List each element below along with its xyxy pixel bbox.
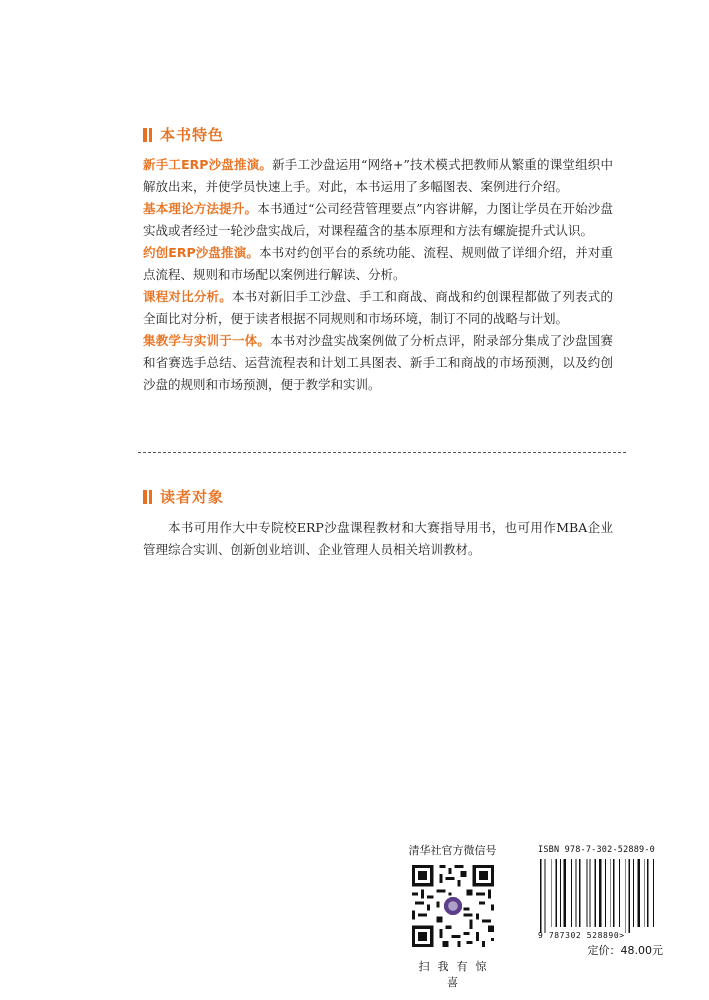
barcode-bar <box>613 859 615 927</box>
feature-text: 新手工沙盘运用“网络+”技术模式把教师从繁重的课堂组织中解放出来，并使学员快速上手。对此，本书运用了多幅图表、案例进行介绍。 <box>143 157 613 194</box>
wechat-qr-block <box>405 842 500 990</box>
qr-caption-top: 清华社官方微信号 <box>408 844 497 857</box>
heading-marker-icon <box>143 128 152 142</box>
audience-text: 本书可用作大中专院校ERP沙盘课程教材和大赛指导用书，也可用作MBA企业管理综合实训、创新创业培训、企业管理人员相关培训教材。 <box>143 520 613 557</box>
barcode-bar <box>605 859 606 927</box>
feature-item <box>143 198 613 242</box>
barcode-bar <box>571 859 572 927</box>
barcode-bar <box>647 859 649 927</box>
feature-title: 新手工ERP沙盘推演。 <box>143 157 273 172</box>
feature-item <box>143 242 613 286</box>
feature-text: 本书通过“公司经营管理要点”内容讲解，力图让学员在开始沙盘实战或者经过一轮沙盘实战后，对课程蕴含的基本原理和方法有螺旋提升式认识。 <box>143 201 613 238</box>
barcode-bar <box>599 859 602 927</box>
qr-code-icon <box>409 862 497 950</box>
feature-title: 基本理论方法提升。 <box>143 201 258 216</box>
feature-item <box>143 286 613 330</box>
barcode-bar <box>633 859 634 927</box>
barcode-bar <box>653 859 654 927</box>
feature-item <box>143 330 613 396</box>
audience-heading-text: 读者对象 <box>160 488 225 506</box>
feature-title: 集教学与实训于一体。 <box>143 333 271 348</box>
barcode-bar <box>579 859 581 927</box>
barcode-bar <box>619 859 620 927</box>
barcode-bar <box>563 859 566 927</box>
dashed-divider <box>138 452 626 453</box>
isbn-text: ISBN 978-7-302-52889-0 <box>538 845 655 855</box>
qr-caption-bottom: 扫我有惊喜 <box>418 960 495 989</box>
barcode-bar <box>587 859 588 927</box>
barcode-bar <box>610 859 611 927</box>
barcode-icon <box>538 859 656 933</box>
feature-text: 本书对新旧手工沙盘、手工和商战、商战和约创课程都做了列表式的全面比对分析，便于读者根据不同规则和市场环境，制订不同的战略与计划。 <box>143 289 613 326</box>
barcode-bar <box>590 859 591 927</box>
barcode-digits: 9 787302 528890> <box>538 931 625 940</box>
barcode-bar <box>644 859 645 927</box>
features-list <box>143 154 613 396</box>
feature-item <box>143 154 613 198</box>
barcode-bar <box>594 859 596 927</box>
barcode-bar <box>628 859 630 933</box>
features-heading-text: 本书特色 <box>160 126 225 144</box>
barcode-bar <box>540 859 542 933</box>
barcode-bar <box>551 859 552 927</box>
price-label: 定价：48.00元 <box>587 944 663 957</box>
feature-text: 本书对沙盘实战案例做了分析点评，附录部分集成了沙盘国赛和省赛选手总结、运营流程表和计划工具图表、新手工和商战的市场预测，以及约创沙盘的规则和市场预测，便于教学和实训。 <box>143 333 613 392</box>
barcode-bar <box>560 859 561 927</box>
audience-heading <box>143 486 224 507</box>
barcode-bar <box>576 859 577 927</box>
barcode-bar <box>638 859 641 927</box>
barcode-bar <box>556 859 558 927</box>
feature-title: 约创ERP沙盘推演。 <box>143 245 260 260</box>
isbn-barcode-block <box>538 845 663 958</box>
barcode-bar <box>545 859 546 933</box>
feature-title: 课程对比分析。 <box>143 289 232 304</box>
feature-text: 本书对约创平台的系统功能、流程、规则做了详细介绍，并对重点流程、规则和市场配以案例进行解读、分析。 <box>143 245 613 282</box>
barcode-bar <box>625 859 626 933</box>
features-heading <box>143 124 224 145</box>
heading-marker-icon <box>143 490 152 504</box>
